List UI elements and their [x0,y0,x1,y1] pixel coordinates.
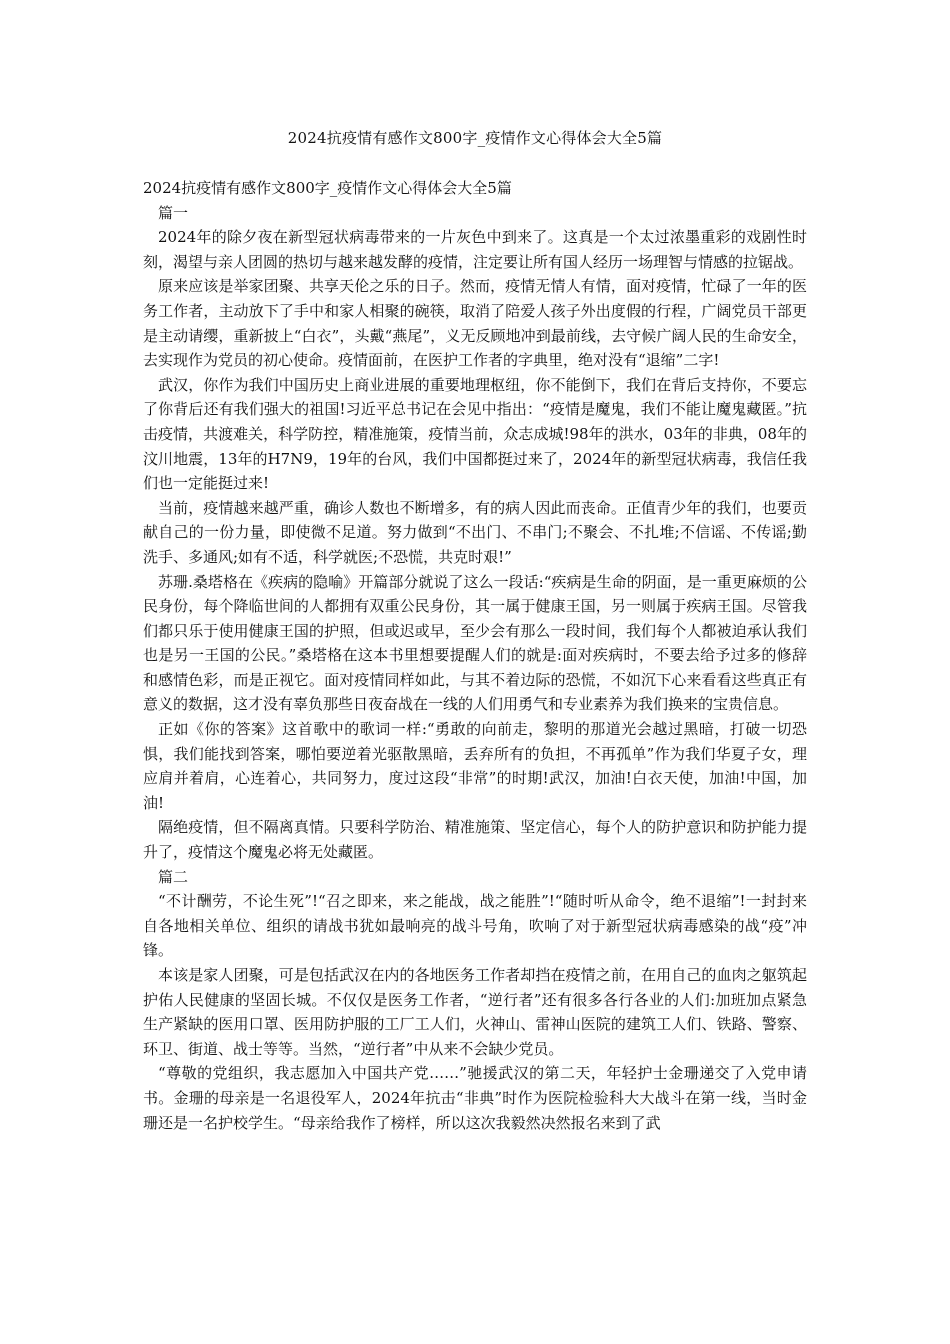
paragraph: 正如《你的答案》这首歌中的歌词一样:“勇敢的向前走，黎明的那道光会越过黑暗，打破一切恐惧，我们能找到答案，哪怕要逆着光驱散黑暗，丢弃所有的负担，不再孤单”作为我们华夏子女，理应肩并着肩，心连着心，共同努力，度过这段“非常”的时期!武汉，加油!白衣天使，加油!中国，加油! [143,720,807,812]
document-body [143,176,807,1135]
paragraph: 武汉，你作为我们中国历史上商业进展的重要地理枢纽，你不能倒下，我们在背后支持你，不要忘了你背后还有我们强大的祖国!习近平总书记在会见中指出：“疫情是魔鬼，我们不能让魔鬼藏匿。”抗击疫情，共渡难关，科学防控，精准施策，疫情当前，众志成城!98年的洪水，03年的非典，08年的汶川地震，13年的H7N9，19年的台风，我们中国都挺过来了，2024年的新型冠状病毒，我信任我们也一定能挺过来! [143,375,807,493]
paragraph: 2024年的除夕夜在新型冠状病毒带来的一片灰色中到来了。这真是一个太过浓墨重彩的戏剧性时刻，渴望与亲人团圆的热切与越来越发酵的疫情，注定要让所有国人经历一场理智与情感的拉锯战。 [143,228,807,271]
paragraph: “尊敬的党组织，我志愿加入中国共产党……”驰援武汉的第二天，年轻护士金珊递交了入党申请书。金珊的母亲是一名退役军人，2024年抗击“非典”时作为医院检验科大大战斗在第一线，当时金珊还是一名护校学生。“母亲给我作了榜样，所以这次我毅然决然报名来到了武 [143,1064,807,1132]
paragraph: “不计酬劳，不论生死”!“召之即来，来之能战，战之能胜”!“随时听从命令，绝不退缩”!一封封来自各地相关单位、组织的请战书犹如最响亮的战斗号角，吹响了对于新型冠状病毒感染的战“疫”冲锋。 [143,892,807,960]
document-title: 2024抗疫情有感作文800字_疫情作文心得体会大全5篇 [287,129,663,147]
paragraph: 原来应该是举家团聚、共享天伦之乐的日子。然而，疫情无情人有情，面对疫情，忙碌了一年的医务工作者，主动放下了手中和家人相聚的碗筷，取消了陪爱人孩子外出度假的行程，广阔党员干部更是主动请缨，重新披上“白衣”，头戴“燕尾”，义无反顾地冲到最前线，去守候广阔人民的生命安全，去实现作为党员的初心使命。疫情面前，在医护工作者的字典里，绝对没有“退缩”二字! [143,277,807,370]
paragraph: 苏珊.桑塔格在《疾病的隐喻》开篇部分就说了这么一段话:“疾病是生命的阴面，是一重更麻烦的公民身份，每个降临世间的人都拥有双重公民身份，其一属于健康王国，另一则属于疾病王国。尽管我们都只乐于使用健康王国的护照，但或迟或早，至少会有那么一段时间，我们每个人都被迫承认我们也是另一王国的公民。”桑塔格在这本书里想要提醒人们的就是:面对疾病时，不要去给予过多的修辞和感情色彩，而是正视它。面对疫情同样如此，与其不着边际的恐慌，不如沉下心来看看这些真正有意义的数据，这才没有辜负那些日夜奋战在一线的人们用勇气和专业素养为我们换来的宝贵信息。 [143,572,807,714]
section-heading-1: 篇一 [158,203,189,222]
section-heading-2: 篇二 [158,867,189,886]
paragraph: 当前，疫情越来越严重，确诊人数也不断增多，有的病人因此而丧命。正值青少年的我们，也要贡献自己的一份力量，即使微不足道。努力做到“不出门、不串门;不聚会、不扎堆;不信谣、不传谣;勤洗手、多通风;如有不适，科学就医;不恐慌，共克时艰!” [143,498,807,566]
paragraph: 本该是家人团聚，可是包括武汉在内的各地医务工作者却挡在疫情之前，在用自己的血肉之躯筑起护佑人民健康的坚固长城。不仅仅是医务工作者，“逆行者”还有很多各行各业的人们:加班加点紧急生产紧缺的医用口罩、医用防护服的工厂工人们，火神山、雷神山医院的建筑工人们、铁路、警察、环卫、街道、战士等等。当然，“逆行者”中从来不会缺少党员。 [143,966,807,1058]
paragraph: 隔绝疫情，但不隔离真情。只要科学防治、精准施策、坚定信心，每个人的防护意识和防护能力提升了，疫情这个魔鬼必将无处藏匿。 [143,818,807,862]
document-subtitle: 2024抗疫情有感作文800字_疫情作文心得体会大全5篇 [143,179,512,197]
